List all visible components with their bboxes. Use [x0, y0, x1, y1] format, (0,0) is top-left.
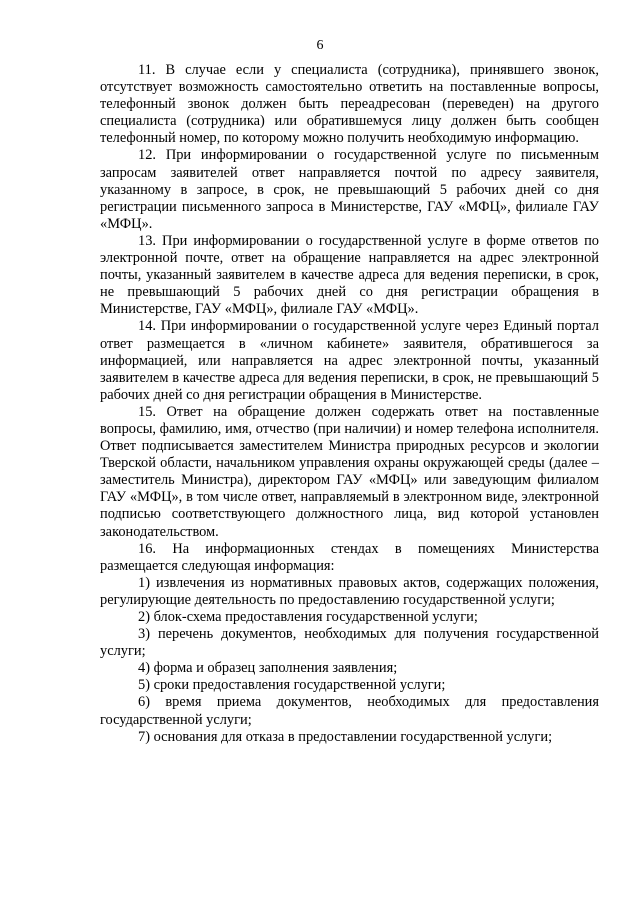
paragraph-14-unified-portal: 14. При информировании о государственной услуге через Единый портал ответ размещается в «личном кабинете» заявителя, обратившегося за информацией, или направляется на адрес электронной почты, указанный заявителем в качестве адреса для ведения переписки, в срок, не превышающий 5 рабочих дней со дня регистрации обращения в Министерстве. — [100, 318, 599, 403]
paragraph-16-info-stands: 16. На информационных стендах в помещениях Министерства размещается следующая информация: — [100, 540, 599, 574]
list-item-2: 2) блок-схема предоставления государственной услуги; — [138, 609, 478, 625]
list-item-1: 1) извлечения из нормативных правовых актов, содержащих положения, регулирующие деятельность по предоставлению государственной услуги; — [100, 574, 599, 608]
paragraph-13-email-requests: 13. При информировании о государственной услуге в форме ответов по электронной почте, ответ на обращение направляется на адрес электронной почты, указанный заявителем в качестве адреса для ведения переписки, в срок, не превышающий 5 рабочих дней со дня регистрации обращения в Министерстве, ГАУ «МФЦ», филиале ГАУ «МФЦ». — [100, 232, 599, 318]
paragraph-15-response-content: 15. Ответ на обращение должен содержать ответ на поставленные вопросы, фамилию, имя, отчество (при наличии) и номер телефона исполнителя. Ответ подписывается заместителем Министра природных ресурсов и экологии Тверской области, начальником управления охраны окружающей среды (далее – заместитель Министра), директором ГАУ «МФЦ» или заведующим филиалом ГАУ «МФЦ», в том числе ответ, направляемый в электронном виде, электронной подписью соответствующего должностного лица, вид которой установлен законодательством. — [100, 403, 599, 540]
list-item-6: 6) время приема документов, необходимых для предоставления государственной услуги; — [100, 694, 599, 728]
list-item-5: 5) сроки предоставления государственной услуги; — [138, 677, 446, 694]
paragraph-11-operator-redirect: 11. В случае если у специалиста (сотрудника), принявшего звонок, отсутствует возможность самостоятельно ответить на поставленные вопросы, телефонный звонок должен быть переадресован (переведен) на другого специалиста (сотрудника) или обратившемуся лицу должен быть сообщен телефонный номер, по которому можно получить необходимую информацию. — [100, 62, 599, 147]
paragraph-12-written-requests: 12. При информировании о государственной услуге по письменным запросам заявителей ответ направляется почтой по адресу заявителя, указанному в запросе, в срок, не превышающий 5 рабочих дней со дня регистрации письменного запроса в Министерстве, ГАУ «МФЦ», филиале ГАУ «МФЦ». — [100, 147, 599, 232]
list-item-7: 7) основания для отказа в предоставлении государственной услуги; — [138, 728, 553, 745]
list-item-4: 4) форма и образец заполнения заявления; — [138, 660, 398, 677]
list-item-3: 3) перечень документов, необходимых для получения государственной услуги; — [100, 626, 599, 660]
page-number: 6 — [316, 38, 324, 53]
document-body — [100, 62, 599, 746]
